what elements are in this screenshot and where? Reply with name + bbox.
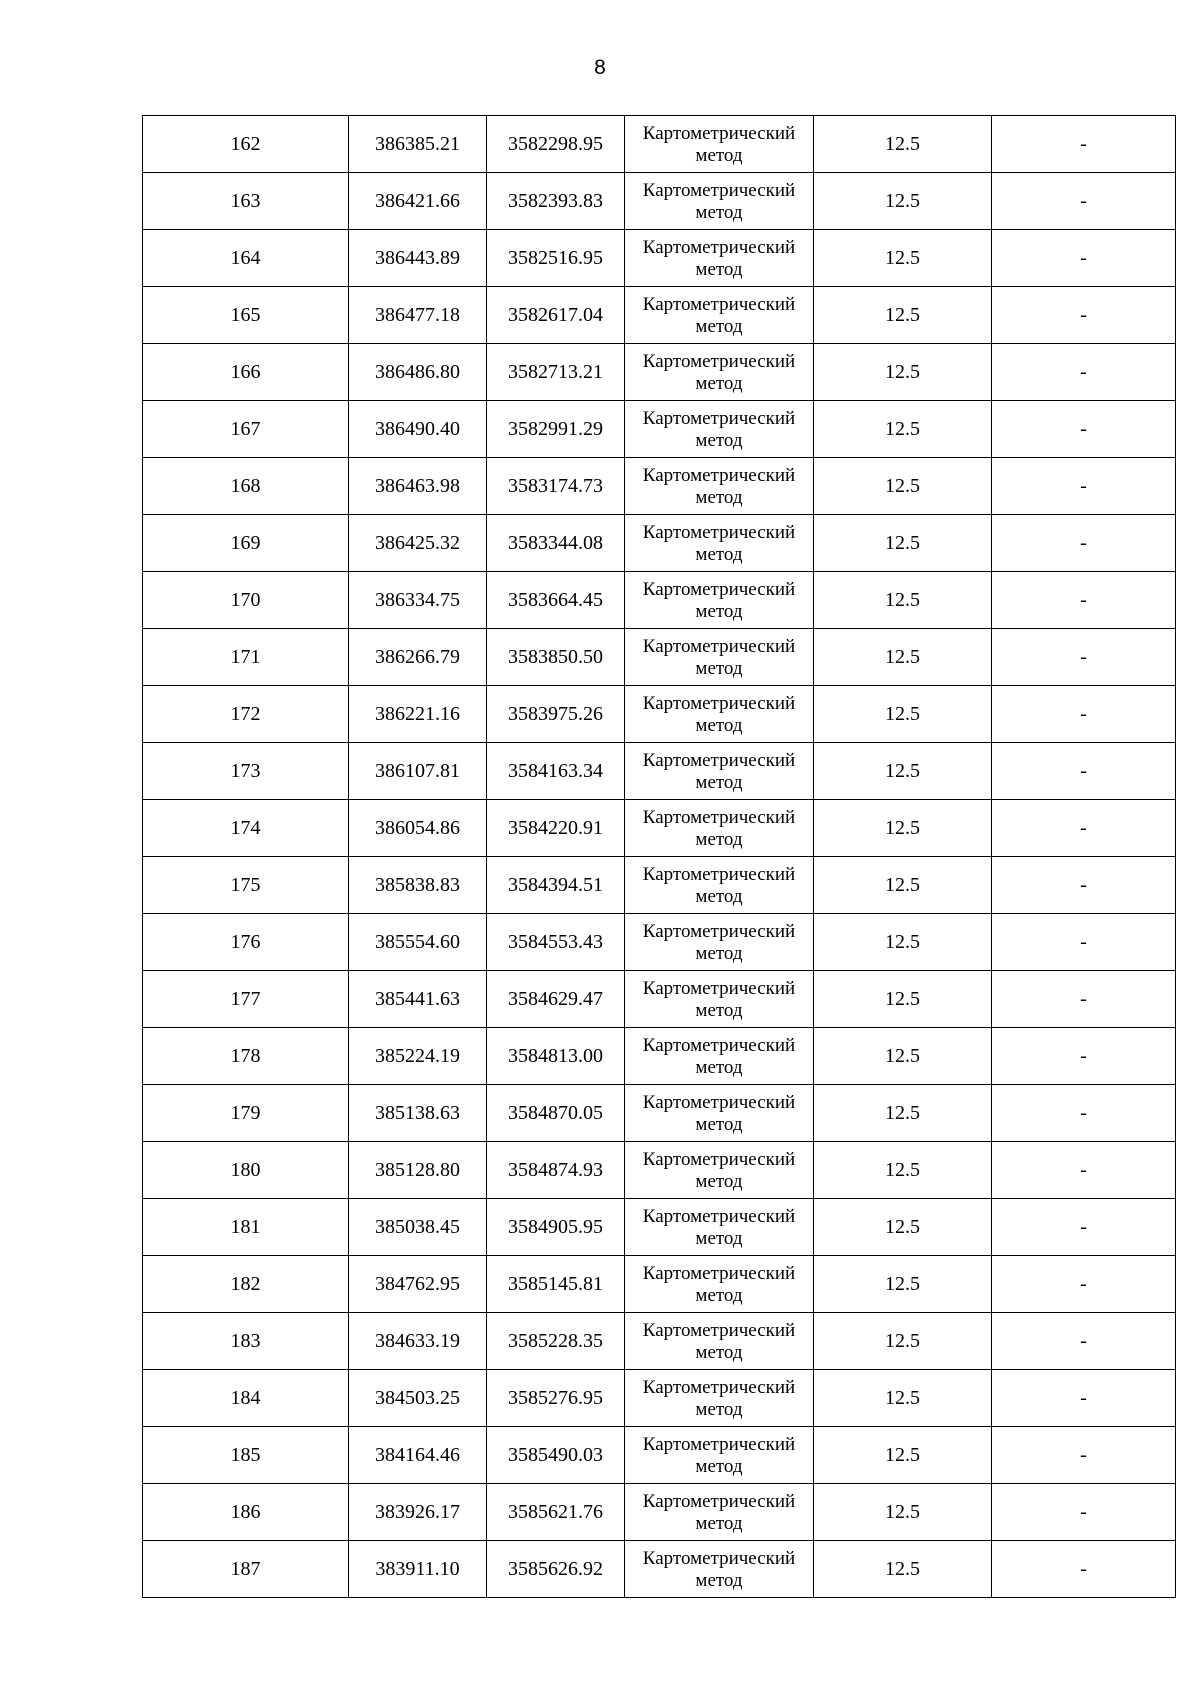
x-coordinate-cell: 385554.60 xyxy=(349,914,487,971)
y-coordinate-cell: 3584394.51 xyxy=(487,857,625,914)
method-cell xyxy=(625,1370,814,1427)
accuracy-cell: 12.5 xyxy=(814,743,992,800)
accuracy-cell: 12.5 xyxy=(814,515,992,572)
accuracy-cell: 12.5 xyxy=(814,1427,992,1484)
method-line-2: метод xyxy=(695,1455,743,1477)
accuracy-cell: 12.5 xyxy=(814,1142,992,1199)
point-number-cell: 171 xyxy=(143,629,349,686)
method-line-2: метод xyxy=(695,771,743,793)
y-coordinate-cell: 3584874.93 xyxy=(487,1142,625,1199)
note-cell: - xyxy=(992,629,1176,686)
x-coordinate-cell: 383926.17 xyxy=(349,1484,487,1541)
note-cell: - xyxy=(992,1199,1176,1256)
point-number-cell: 173 xyxy=(143,743,349,800)
method-line-2: метод xyxy=(695,1170,743,1192)
method-cell xyxy=(625,1256,814,1313)
method-line-2: метод xyxy=(695,714,743,736)
x-coordinate-cell: 383911.10 xyxy=(349,1541,487,1598)
y-coordinate-cell: 3585276.95 xyxy=(487,1370,625,1427)
table-row xyxy=(143,116,1176,173)
note-cell: - xyxy=(992,1085,1176,1142)
method-line-1: Картометрический xyxy=(642,977,796,999)
point-number-cell: 168 xyxy=(143,458,349,515)
table-row xyxy=(143,173,1176,230)
point-number-cell: 164 xyxy=(143,230,349,287)
x-coordinate-cell: 385138.63 xyxy=(349,1085,487,1142)
method-cell xyxy=(625,1085,814,1142)
point-number-cell: 175 xyxy=(143,857,349,914)
method-line-1: Картометрический xyxy=(642,1319,796,1341)
y-coordinate-cell: 3583174.73 xyxy=(487,458,625,515)
note-cell: - xyxy=(992,344,1176,401)
accuracy-cell: 12.5 xyxy=(814,1256,992,1313)
accuracy-cell: 12.5 xyxy=(814,344,992,401)
method-cell xyxy=(625,230,814,287)
method-cell xyxy=(625,1142,814,1199)
x-coordinate-cell: 386486.80 xyxy=(349,344,487,401)
method-line-1: Картометрический xyxy=(642,1034,796,1056)
y-coordinate-cell: 3582991.29 xyxy=(487,401,625,458)
point-number-cell: 163 xyxy=(143,173,349,230)
x-coordinate-cell: 386221.16 xyxy=(349,686,487,743)
x-coordinate-cell: 384633.19 xyxy=(349,1313,487,1370)
point-number-cell: 184 xyxy=(143,1370,349,1427)
method-line-2: метод xyxy=(695,1398,743,1420)
accuracy-cell: 12.5 xyxy=(814,686,992,743)
accuracy-cell: 12.5 xyxy=(814,1028,992,1085)
x-coordinate-cell: 385441.63 xyxy=(349,971,487,1028)
method-cell xyxy=(625,743,814,800)
accuracy-cell: 12.5 xyxy=(814,1085,992,1142)
x-coordinate-cell: 386443.89 xyxy=(349,230,487,287)
method-cell xyxy=(625,686,814,743)
point-number-cell: 187 xyxy=(143,1541,349,1598)
method-cell xyxy=(625,1541,814,1598)
note-cell: - xyxy=(992,686,1176,743)
method-line-1: Картометрический xyxy=(642,863,796,885)
x-coordinate-cell: 386490.40 xyxy=(349,401,487,458)
method-cell xyxy=(625,458,814,515)
accuracy-cell: 12.5 xyxy=(814,230,992,287)
table-row xyxy=(143,1199,1176,1256)
method-cell xyxy=(625,1484,814,1541)
method-cell xyxy=(625,1199,814,1256)
coordinates-table-body xyxy=(143,116,1176,1598)
method-line-2: метод xyxy=(695,144,743,166)
note-cell: - xyxy=(992,458,1176,515)
method-line-1: Картометрический xyxy=(642,920,796,942)
method-line-2: метод xyxy=(695,1341,743,1363)
method-cell xyxy=(625,116,814,173)
method-cell xyxy=(625,857,814,914)
method-line-2: метод xyxy=(695,1227,743,1249)
accuracy-cell: 12.5 xyxy=(814,173,992,230)
point-number-cell: 179 xyxy=(143,1085,349,1142)
method-line-1: Картометрический xyxy=(642,407,796,429)
point-number-cell: 178 xyxy=(143,1028,349,1085)
y-coordinate-cell: 3584220.91 xyxy=(487,800,625,857)
accuracy-cell: 12.5 xyxy=(814,800,992,857)
x-coordinate-cell: 386421.66 xyxy=(349,173,487,230)
x-coordinate-cell: 386054.86 xyxy=(349,800,487,857)
method-cell xyxy=(625,629,814,686)
y-coordinate-cell: 3582516.95 xyxy=(487,230,625,287)
table-row xyxy=(143,230,1176,287)
table-row xyxy=(143,914,1176,971)
accuracy-cell: 12.5 xyxy=(814,914,992,971)
x-coordinate-cell: 386425.32 xyxy=(349,515,487,572)
table-row xyxy=(143,857,1176,914)
method-line-1: Картометрический xyxy=(642,179,796,201)
x-coordinate-cell: 386463.98 xyxy=(349,458,487,515)
method-line-1: Картометрический xyxy=(642,806,796,828)
method-line-2: метод xyxy=(695,372,743,394)
table-row xyxy=(143,1313,1176,1370)
y-coordinate-cell: 3583664.45 xyxy=(487,572,625,629)
x-coordinate-cell: 384164.46 xyxy=(349,1427,487,1484)
point-number-cell: 169 xyxy=(143,515,349,572)
note-cell: - xyxy=(992,401,1176,458)
page-number: 8 xyxy=(594,56,606,79)
method-cell xyxy=(625,515,814,572)
y-coordinate-cell: 3583975.26 xyxy=(487,686,625,743)
accuracy-cell: 12.5 xyxy=(814,116,992,173)
method-line-2: метод xyxy=(695,258,743,280)
accuracy-cell: 12.5 xyxy=(814,857,992,914)
method-line-1: Картометрический xyxy=(642,350,796,372)
table-row xyxy=(143,1028,1176,1085)
method-line-1: Картометрический xyxy=(642,1091,796,1113)
y-coordinate-cell: 3582393.83 xyxy=(487,173,625,230)
table-row xyxy=(143,1142,1176,1199)
method-cell xyxy=(625,1427,814,1484)
note-cell: - xyxy=(992,1484,1176,1541)
method-line-2: метод xyxy=(695,486,743,508)
note-cell: - xyxy=(992,1142,1176,1199)
note-cell: - xyxy=(992,1427,1176,1484)
method-cell xyxy=(625,800,814,857)
table-row xyxy=(143,1484,1176,1541)
method-cell xyxy=(625,344,814,401)
method-line-1: Картометрический xyxy=(642,1205,796,1227)
method-line-1: Картометрический xyxy=(642,1547,796,1569)
method-line-2: метод xyxy=(695,315,743,337)
method-cell xyxy=(625,1028,814,1085)
note-cell: - xyxy=(992,1541,1176,1598)
method-line-2: метод xyxy=(695,600,743,622)
note-cell: - xyxy=(992,857,1176,914)
table-row xyxy=(143,971,1176,1028)
table-row xyxy=(143,515,1176,572)
method-line-2: метод xyxy=(695,942,743,964)
method-line-1: Картометрический xyxy=(642,122,796,144)
note-cell: - xyxy=(992,1256,1176,1313)
point-number-cell: 177 xyxy=(143,971,349,1028)
note-cell: - xyxy=(992,800,1176,857)
note-cell: - xyxy=(992,287,1176,344)
note-cell: - xyxy=(992,173,1176,230)
method-line-1: Картометрический xyxy=(642,578,796,600)
x-coordinate-cell: 384503.25 xyxy=(349,1370,487,1427)
note-cell: - xyxy=(992,116,1176,173)
method-cell xyxy=(625,287,814,344)
y-coordinate-cell: 3584553.43 xyxy=(487,914,625,971)
table-row xyxy=(143,629,1176,686)
accuracy-cell: 12.5 xyxy=(814,1541,992,1598)
note-cell: - xyxy=(992,1370,1176,1427)
method-line-1: Картометрический xyxy=(642,293,796,315)
point-number-cell: 167 xyxy=(143,401,349,458)
note-cell: - xyxy=(992,1028,1176,1085)
method-line-2: метод xyxy=(695,429,743,451)
method-line-1: Картометрический xyxy=(642,692,796,714)
accuracy-cell: 12.5 xyxy=(814,1370,992,1427)
method-line-1: Картометрический xyxy=(642,1433,796,1455)
method-cell xyxy=(625,971,814,1028)
y-coordinate-cell: 3583344.08 xyxy=(487,515,625,572)
y-coordinate-cell: 3585145.81 xyxy=(487,1256,625,1313)
y-coordinate-cell: 3585621.76 xyxy=(487,1484,625,1541)
method-line-1: Картометрический xyxy=(642,236,796,258)
accuracy-cell: 12.5 xyxy=(814,629,992,686)
method-line-1: Картометрический xyxy=(642,1148,796,1170)
note-cell: - xyxy=(992,572,1176,629)
point-number-cell: 162 xyxy=(143,116,349,173)
point-number-cell: 185 xyxy=(143,1427,349,1484)
table-row xyxy=(143,572,1176,629)
method-line-1: Картометрический xyxy=(642,464,796,486)
method-line-2: метод xyxy=(695,1113,743,1135)
accuracy-cell: 12.5 xyxy=(814,1313,992,1370)
table-row xyxy=(143,686,1176,743)
table-row xyxy=(143,1085,1176,1142)
table-row xyxy=(143,1370,1176,1427)
y-coordinate-cell: 3582298.95 xyxy=(487,116,625,173)
y-coordinate-cell: 3584163.34 xyxy=(487,743,625,800)
point-number-cell: 181 xyxy=(143,1199,349,1256)
note-cell: - xyxy=(992,515,1176,572)
table-row xyxy=(143,344,1176,401)
method-line-2: метод xyxy=(695,999,743,1021)
method-line-2: метод xyxy=(695,543,743,565)
point-number-cell: 165 xyxy=(143,287,349,344)
y-coordinate-cell: 3585228.35 xyxy=(487,1313,625,1370)
x-coordinate-cell: 386334.75 xyxy=(349,572,487,629)
point-number-cell: 166 xyxy=(143,344,349,401)
method-cell xyxy=(625,173,814,230)
method-line-2: метод xyxy=(695,885,743,907)
table-row xyxy=(143,401,1176,458)
y-coordinate-cell: 3584905.95 xyxy=(487,1199,625,1256)
y-coordinate-cell: 3583850.50 xyxy=(487,629,625,686)
accuracy-cell: 12.5 xyxy=(814,971,992,1028)
x-coordinate-cell: 386266.79 xyxy=(349,629,487,686)
point-number-cell: 183 xyxy=(143,1313,349,1370)
table-row xyxy=(143,1427,1176,1484)
y-coordinate-cell: 3582617.04 xyxy=(487,287,625,344)
y-coordinate-cell: 3585490.03 xyxy=(487,1427,625,1484)
accuracy-cell: 12.5 xyxy=(814,1484,992,1541)
accuracy-cell: 12.5 xyxy=(814,401,992,458)
accuracy-cell: 12.5 xyxy=(814,458,992,515)
point-number-cell: 186 xyxy=(143,1484,349,1541)
method-line-2: метод xyxy=(695,1569,743,1591)
table-row xyxy=(143,458,1176,515)
method-line-1: Картометрический xyxy=(642,521,796,543)
table-row xyxy=(143,743,1176,800)
coordinates-table xyxy=(142,115,1176,1598)
method-line-1: Картометрический xyxy=(642,749,796,771)
note-cell: - xyxy=(992,1313,1176,1370)
accuracy-cell: 12.5 xyxy=(814,1199,992,1256)
method-line-1: Картометрический xyxy=(642,635,796,657)
method-line-2: метод xyxy=(695,828,743,850)
point-number-cell: 182 xyxy=(143,1256,349,1313)
table-row xyxy=(143,287,1176,344)
point-number-cell: 180 xyxy=(143,1142,349,1199)
note-cell: - xyxy=(992,914,1176,971)
x-coordinate-cell: 384762.95 xyxy=(349,1256,487,1313)
method-cell xyxy=(625,1313,814,1370)
method-line-1: Картометрический xyxy=(642,1262,796,1284)
y-coordinate-cell: 3582713.21 xyxy=(487,344,625,401)
x-coordinate-cell: 385224.19 xyxy=(349,1028,487,1085)
table-row xyxy=(143,800,1176,857)
point-number-cell: 172 xyxy=(143,686,349,743)
x-coordinate-cell: 386477.18 xyxy=(349,287,487,344)
method-cell xyxy=(625,572,814,629)
x-coordinate-cell: 385838.83 xyxy=(349,857,487,914)
point-number-cell: 176 xyxy=(143,914,349,971)
x-coordinate-cell: 385038.45 xyxy=(349,1199,487,1256)
y-coordinate-cell: 3584813.00 xyxy=(487,1028,625,1085)
method-line-1: Картометрический xyxy=(642,1490,796,1512)
method-line-2: метод xyxy=(695,1284,743,1306)
method-cell xyxy=(625,401,814,458)
note-cell: - xyxy=(992,971,1176,1028)
method-line-1: Картометрический xyxy=(642,1376,796,1398)
method-line-2: метод xyxy=(695,1056,743,1078)
note-cell: - xyxy=(992,743,1176,800)
accuracy-cell: 12.5 xyxy=(814,572,992,629)
table-row xyxy=(143,1256,1176,1313)
point-number-cell: 174 xyxy=(143,800,349,857)
y-coordinate-cell: 3585626.92 xyxy=(487,1541,625,1598)
x-coordinate-cell: 386385.21 xyxy=(349,116,487,173)
x-coordinate-cell: 386107.81 xyxy=(349,743,487,800)
note-cell: - xyxy=(992,230,1176,287)
method-line-2: метод xyxy=(695,201,743,223)
y-coordinate-cell: 3584870.05 xyxy=(487,1085,625,1142)
y-coordinate-cell: 3584629.47 xyxy=(487,971,625,1028)
method-line-2: метод xyxy=(695,1512,743,1534)
x-coordinate-cell: 385128.80 xyxy=(349,1142,487,1199)
accuracy-cell: 12.5 xyxy=(814,287,992,344)
method-cell xyxy=(625,914,814,971)
point-number-cell: 170 xyxy=(143,572,349,629)
method-line-2: метод xyxy=(695,657,743,679)
table-row xyxy=(143,1541,1176,1598)
